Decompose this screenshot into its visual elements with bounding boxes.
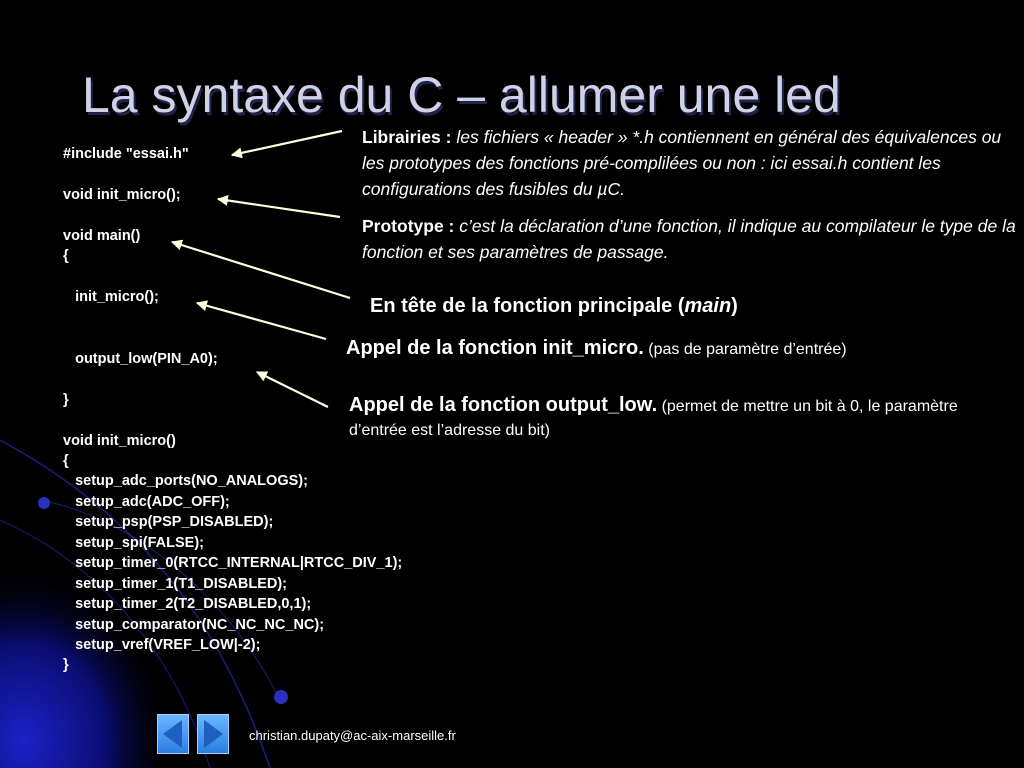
code-call-output: output_low(PIN_A0); (63, 351, 218, 367)
annotation-label: Librairies : (362, 127, 452, 147)
next-slide-button[interactable] (197, 714, 229, 754)
annotation-note: (permet de mettre un bit à 0, le paramètre d’entrée est l’adresse du bit) (349, 398, 958, 439)
code-func-decl: void init_micro() (63, 433, 176, 449)
footer-email: christian.dupaty@ac-aix-marseille.fr (249, 728, 456, 743)
code-line: setup_vref(VREF_LOW|-2); (63, 637, 261, 653)
code-brace-open: { (63, 248, 69, 264)
annotation-emphasis: main (684, 295, 732, 317)
annotation-init-micro (346, 337, 847, 360)
annotation-librairies (362, 124, 1024, 202)
code-line: setup_adc(ADC_OFF); (63, 493, 230, 510)
code-line: setup_adc_ports(NO_ANALOGS); (63, 473, 308, 489)
code-brace-close: } (63, 657, 69, 673)
code-main-decl: void main() (63, 228, 141, 244)
previous-slide-button[interactable] (157, 714, 189, 754)
annotation-label: Prototype : (362, 216, 455, 236)
code-line: setup_spi(FALSE); (63, 534, 204, 551)
annotation-main (370, 295, 738, 318)
annotation-text: En tête de la fonction principale ( (370, 295, 685, 317)
code-call-init: init_micro(); (63, 289, 159, 305)
code-line: setup_timer_2(T2_DISABLED,0,1); (63, 596, 312, 612)
right-arrow-icon (198, 715, 228, 753)
annotation-text: les fichiers « header » *.h contiennent en général des équivalences ou les prototypes des fonctions pré-complilées ou non : ici essai.h contient les configurations des fusibles du µC. (362, 127, 1002, 199)
code-line: setup_timer_1(T1_DISABLED); (63, 575, 287, 592)
code-line: setup_comparator(NC_NC_NC_NC); (63, 616, 325, 633)
code-line: setup_psp(PSP_DISABLED); (63, 514, 274, 530)
code-brace-open: { (63, 453, 69, 469)
annotation-label: Appel de la fonction init_micro. (346, 337, 644, 359)
left-arrow-icon (158, 715, 188, 753)
annotation-text: c’est la déclaration d’une fonction, il indique au compilateur le type de la fonction et ses paramètres de passage. (362, 216, 1016, 262)
annotation-text: ) (731, 295, 738, 317)
annotation-output-low (349, 393, 1009, 443)
code-line: setup_timer_0(RTCC_INTERNAL|RTCC_DIV_1); (63, 555, 403, 571)
annotation-label: Appel de la fonction output_low. (349, 394, 658, 416)
code-brace-close: } (63, 392, 69, 408)
code-include: #include "essai.h" (63, 146, 189, 162)
slide-title: La syntaxe du C – allumer une led (82, 67, 841, 123)
annotation-note: (pas de paramètre d’entrée) (643, 341, 847, 358)
code-prototype: void init_micro(); (63, 187, 181, 203)
annotation-prototype (362, 213, 1022, 265)
